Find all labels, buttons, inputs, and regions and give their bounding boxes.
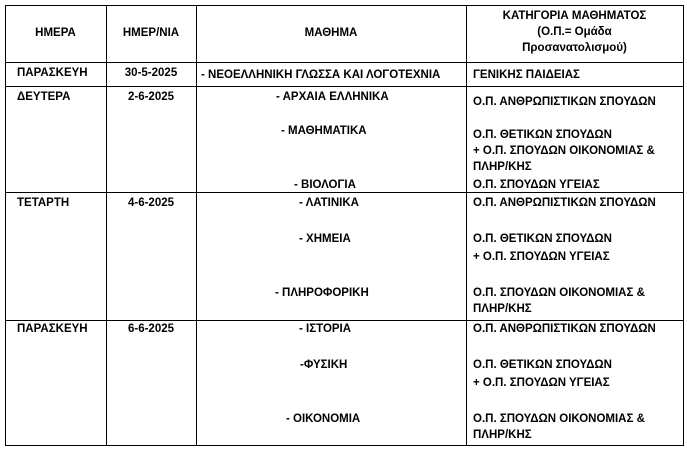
- subject-name: - ΟΙΚΟΝΟΜΙΑ: [286, 413, 361, 425]
- subject-category: Ο.Π. ΑΝΘΡΩΠΙΣΤΙΚΩΝ ΣΠΟΥΔΩΝ: [473, 96, 656, 108]
- row-date: 4-6-2025: [127, 197, 175, 209]
- subject-category: + Ο.Π. ΣΠΟΥΔΩΝ ΟΙΚΟΝΟΜΙΑΣ &: [473, 145, 655, 157]
- subject-name: - ΑΡΧΑΙΑ ΕΛΛΗΝΙΚΑ: [276, 91, 389, 103]
- row-day: ΠΑΡΑΣΚΕΥΗ: [17, 323, 88, 335]
- header-category-line1: ΚΑΤΗΓΟΡΙΑ ΜΑΘΗΜΑΤΟΣ: [502, 10, 647, 22]
- subject-category: Ο.Π. ΘΕΤΙΚΩΝ ΣΠΟΥΔΩΝ: [473, 233, 612, 245]
- subject-category: Ο.Π. ΣΠΟΥΔΩΝ ΟΙΚΟΝΟΜΙΑΣ &: [473, 287, 645, 299]
- subject-name: - ΒΙΟΛΟΓΙΑ: [294, 179, 356, 191]
- subject-name: - ΙΣΤΟΡΙΑ: [299, 323, 352, 335]
- subject-name: -ΦΥΣΙΚΗ: [300, 359, 348, 371]
- subject-category: ΠΛΗΡ/ΚΗΣ: [473, 161, 532, 173]
- subject-category: ΠΛΗΡ/ΚΗΣ: [473, 303, 532, 315]
- subject-category: Ο.Π. ΑΝΘΡΩΠΙΣΤΙΚΩΝ ΣΠΟΥΔΩΝ: [473, 197, 656, 209]
- subject-category: Ο.Π. ΣΠΟΥΔΩΝ ΟΙΚΟΝΟΜΙΑΣ &: [473, 413, 645, 425]
- row-date: 30-5-2025: [124, 67, 178, 79]
- row-date: 6-6-2025: [127, 323, 175, 335]
- subject-name: - ΝΕΟΕΛΛΗΝΙΚΗ ΓΛΩΣΣΑ ΚΑΙ ΛΟΓΟΤΕΧΝΙΑ: [201, 69, 441, 81]
- header-subject: ΜΑΘΗΜΑ: [304, 27, 358, 39]
- subject-name: - ΧΗΜΕΙΑ: [299, 233, 351, 245]
- subject-name: - ΛΑΤΙΝΙΚΑ: [299, 197, 359, 209]
- row-date: 2-6-2025: [127, 91, 175, 103]
- subject-name: - ΜΑΘΗΜΑΤΙΚΑ: [281, 125, 367, 137]
- row-day: ΠΑΡΑΣΚΕΥΗ: [17, 67, 88, 79]
- exam-schedule-table: [5, 5, 684, 446]
- header-date: ΗΜΕΡ/ΝΙΑ: [122, 27, 180, 39]
- header-category-line2: (Ο.Π.= Ομάδα: [537, 26, 612, 38]
- row-day: ΤΕΤΑΡΤΗ: [17, 197, 70, 209]
- subject-category: + Ο.Π. ΣΠΟΥΔΩΝ ΥΓΕΙΑΣ: [473, 377, 610, 389]
- subject-category: Ο.Π. ΘΕΤΙΚΩΝ ΣΠΟΥΔΩΝ: [473, 359, 612, 371]
- row-day: ΔΕΥΤΕΡΑ: [17, 91, 71, 103]
- subject-category: Ο.Π. ΘΕΤΙΚΩΝ ΣΠΟΥΔΩΝ: [473, 129, 612, 141]
- header-category-line3: Προσανατολισμού): [522, 42, 627, 54]
- subject-category: Ο.Π. ΑΝΘΡΩΠΙΣΤΙΚΩΝ ΣΠΟΥΔΩΝ: [473, 323, 656, 335]
- subject-category: + Ο.Π. ΣΠΟΥΔΩΝ ΥΓΕΙΑΣ: [473, 251, 610, 263]
- subject-name: - ΠΛΗΡΟΦΟΡΙΚΗ: [275, 287, 369, 299]
- subject-category: ΠΛΗΡ/ΚΗΣ: [473, 429, 532, 441]
- subject-category: ΓΕΝΙΚΗΣ ΠΑΙΔΕΙΑΣ: [473, 69, 580, 81]
- header-day: ΗΜΕΡΑ: [35, 27, 76, 39]
- header-category: [466, 9, 683, 55]
- subject-category: Ο.Π. ΣΠΟΥΔΩΝ ΥΓΕΙΑΣ: [473, 179, 600, 191]
